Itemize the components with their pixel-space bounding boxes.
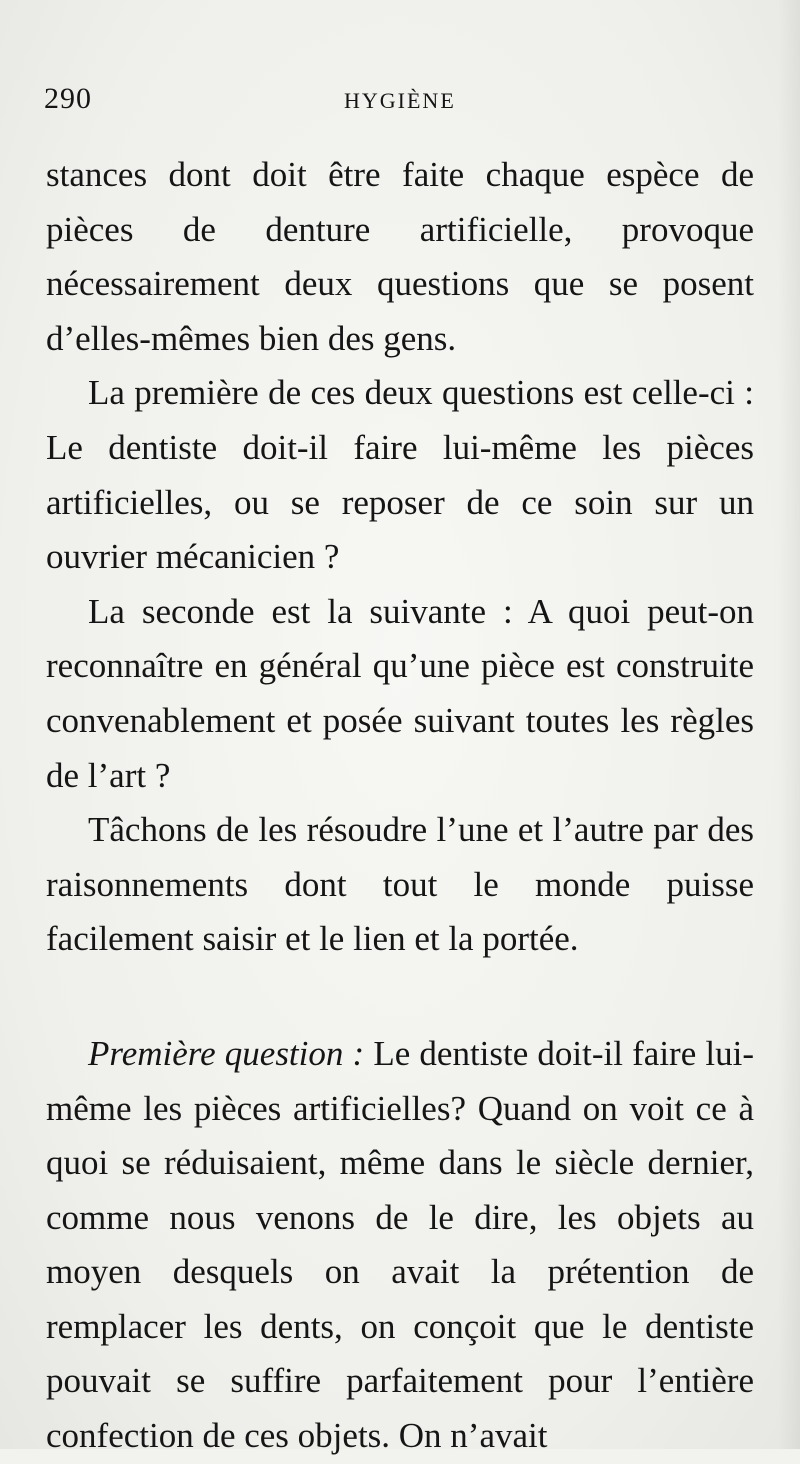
paragraph-continued: stances dont doit être faite chaque espèce de pièces de denture artificielle, provoque nécessairement deux questions que se posent d’elles-mêmes bien des gens. (46, 155, 754, 358)
page-header (44, 82, 754, 122)
section-gap (46, 967, 754, 1027)
section-heading: Première question : (88, 1033, 365, 1073)
body-text (46, 148, 754, 1464)
paragraph-premiere-question (46, 1027, 754, 1464)
paragraph-first-question-intro: La première de ces deux questions est celle-ci : Le dentiste doit-il faire lui-même les pièces artificielles, ou se reposer de ce soin sur un ouvrier mécanicien ? (46, 373, 754, 577)
section-text: Le dentiste doit-il faire lui-même les pièces artificielles? Quand on voit ce à quoi se réduisaient, même dans le siècle dernier, comme nous venons de le dire, les objets au moyen desquels on avait la prétention de remplacer les dents, on conçoit que le dentiste pouvait se suffire parfaitement pour l’entière confection de ces objets. On n’avait (46, 1033, 754, 1456)
paragraph-resolve: Tâchons de les résoudre l’une et l’autre par des raisonnements dont tout le monde puisse facilement saisir et le lien et la portée. (46, 810, 754, 959)
page-edge-shadow (778, 0, 800, 1449)
page-number: 290 (44, 82, 92, 115)
running-head: HYGIÈNE (344, 88, 456, 113)
paragraph-second-question-intro: La seconde est la suivante : A quoi peut-on reconnaître en général qu’une pièce est construite convenablement et posée suivant toutes les règles de l’art ? (46, 591, 754, 795)
